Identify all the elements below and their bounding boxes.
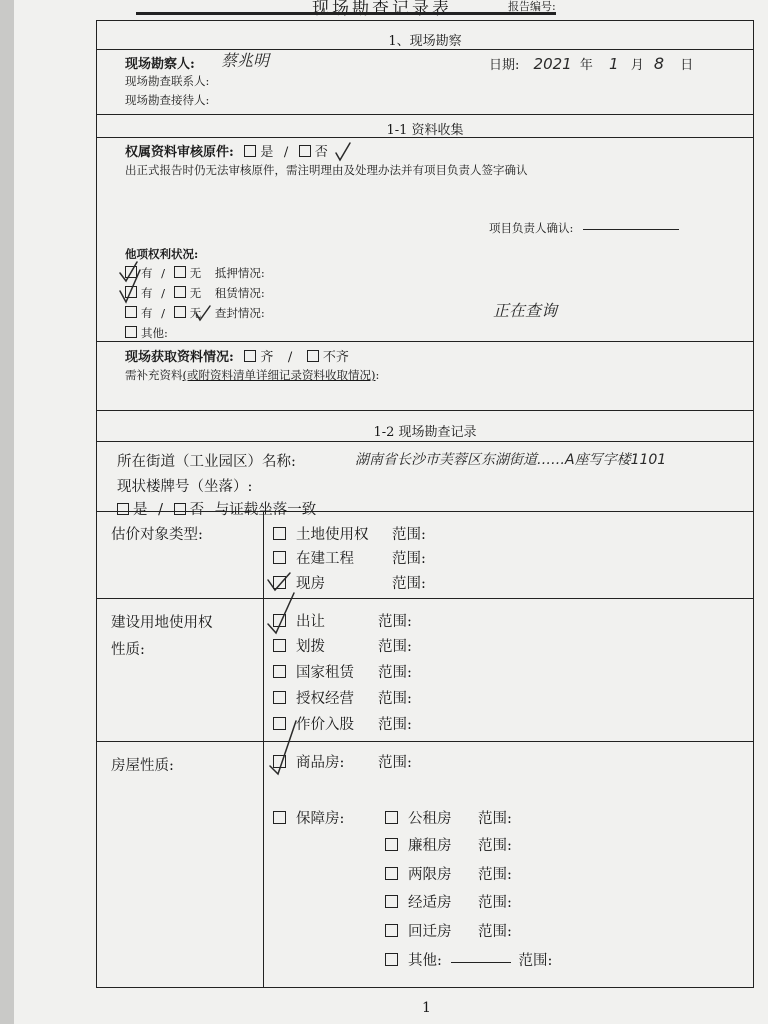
resettlement-checkbox[interactable] <box>385 924 398 937</box>
others-checkbox[interactable] <box>125 326 137 338</box>
survey-form <box>96 20 754 988</box>
other-house-checkbox[interactable] <box>385 953 398 966</box>
divider <box>97 114 753 115</box>
divider <box>97 137 753 138</box>
completed-house-checkbox[interactable] <box>273 576 286 589</box>
authorized-operation-checkbox[interactable] <box>273 691 286 704</box>
divider <box>97 49 753 50</box>
complete-checkbox[interactable] <box>244 350 256 362</box>
report-number-label: 报告编号: <box>508 0 556 13</box>
receiver-label: 现场勘查接待人: <box>125 93 210 107</box>
consistent-no-checkbox[interactable] <box>174 503 186 515</box>
section-1-title: 1、现场勘察 <box>388 34 462 49</box>
seizure-none-checkbox[interactable] <box>174 306 186 318</box>
leader-confirm-field: 项目负责人确认: <box>489 220 679 236</box>
state-lease-row: 国家租赁 范围: <box>273 661 412 682</box>
section-1-1-title: 1-1 资料收集 <box>386 123 464 138</box>
security-house-checkbox[interactable] <box>273 811 286 824</box>
mortgage-have-checkbox[interactable] <box>125 266 137 278</box>
lease-have-checkbox[interactable] <box>125 286 137 298</box>
affordable-checkbox[interactable] <box>385 895 398 908</box>
street-label: 所在街道（工业园区）名称: <box>117 454 296 470</box>
land-use-right-checkbox[interactable] <box>273 527 286 540</box>
plate-label: 现状楼牌号（坐落）: <box>117 479 253 495</box>
land-use-right-row: 土地使用权 范围: <box>273 523 426 544</box>
capital-contribution-row: 作价入股 范围: <box>273 713 412 734</box>
obtained-field: 现场获取资料情况: 齐 / 不齐 <box>125 350 349 365</box>
divider <box>97 410 753 411</box>
other-house-blank[interactable] <box>451 962 511 963</box>
surveyor-label: 现场勘察人: <box>125 57 195 72</box>
incomplete-checkbox[interactable] <box>307 350 319 362</box>
resettlement-row: 回迁房 范围: <box>385 920 512 941</box>
transfer-row: 出让 范围: <box>273 610 412 631</box>
land-right-label-1: 建设用地使用权 <box>111 615 213 631</box>
state-lease-checkbox[interactable] <box>273 665 286 678</box>
price-limited-row: 两限房 范围: <box>385 863 512 884</box>
public-rental-row: 公租房 范围: <box>385 807 512 828</box>
under-construction-checkbox[interactable] <box>273 551 286 564</box>
allocation-checkbox[interactable] <box>273 639 286 652</box>
under-construction-row: 在建工程 范围: <box>273 547 426 568</box>
lease-row: 有 / 无 租赁情况: <box>125 285 265 301</box>
commercial-house-row: 商品房: 范围: <box>273 751 412 772</box>
review-yes-checkbox[interactable] <box>244 145 256 157</box>
divider <box>97 741 753 742</box>
land-right-label-2: 性质: <box>111 642 145 658</box>
mortgage-none-checkbox[interactable] <box>174 266 186 278</box>
contact-label: 现场勘查联系人: <box>125 74 210 88</box>
lease-none-checkbox[interactable] <box>174 286 186 298</box>
others-row: 其他: <box>125 325 168 341</box>
page-title: 现场勘查记录表 <box>312 0 452 19</box>
security-house-row: 保障房: <box>273 807 344 828</box>
section-1-2-title: 1-2 现场勘查记录 <box>373 425 477 440</box>
other-rights-label: 他项权利状况: <box>125 247 199 261</box>
commercial-house-checkbox[interactable] <box>273 755 286 768</box>
seizure-row: 有 / 无 查封情况: <box>125 305 265 321</box>
consistent-yes-checkbox[interactable] <box>117 503 129 515</box>
review-note: 出正式报告时仍无法审核原件，需注明理由及处理办法并有项目负责人签字确认 <box>125 163 528 177</box>
divider <box>97 441 753 442</box>
leader-confirm-blank[interactable] <box>583 229 679 230</box>
price-limited-checkbox[interactable] <box>385 867 398 880</box>
seizure-handwritten-note: 正在查询 <box>493 301 558 320</box>
surveyor-signature: 蔡兆明 <box>221 51 270 70</box>
title-rule <box>136 12 556 15</box>
mortgage-row: 有 / 无 抵押情况: <box>125 265 265 281</box>
public-rental-checkbox[interactable] <box>385 811 398 824</box>
divider <box>97 598 753 599</box>
seizure-have-checkbox[interactable] <box>125 306 137 318</box>
transfer-checkbox[interactable] <box>273 614 286 627</box>
column-divider <box>263 511 264 987</box>
divider <box>97 341 753 342</box>
review-no-checkbox[interactable] <box>299 145 311 157</box>
low-rent-row: 廉租房 范围: <box>385 834 512 855</box>
original-review-field: 权属资料审核原件: 是 / 否 <box>125 145 328 160</box>
allocation-row: 划拨 范围: <box>273 635 412 656</box>
completed-house-row: 现房 范围: <box>273 572 426 593</box>
object-type-label: 估价对象类型: <box>111 527 203 543</box>
street-value: 湖南省长沙市芙蓉区东湖街道……A座写字楼1101 <box>355 452 667 468</box>
authorized-operation-row: 授权经营 范围: <box>273 687 412 708</box>
affordable-row: 经适房 范围: <box>385 891 512 912</box>
divider <box>97 511 753 512</box>
low-rent-checkbox[interactable] <box>385 838 398 851</box>
date-field: 日期: 2021 年 1 月 8 日 <box>489 54 694 73</box>
page-number: 1 <box>422 1000 431 1016</box>
other-house-row: 其他: 范围: <box>385 949 552 970</box>
supplement-field: 需补充资料(或附资料清单详细记录资料收取情况): <box>125 368 380 382</box>
capital-contribution-checkbox[interactable] <box>273 717 286 730</box>
consistent-row: 是 / 否 与证载坐落一致 <box>117 498 316 519</box>
house-nature-label: 房屋性质: <box>111 758 174 774</box>
